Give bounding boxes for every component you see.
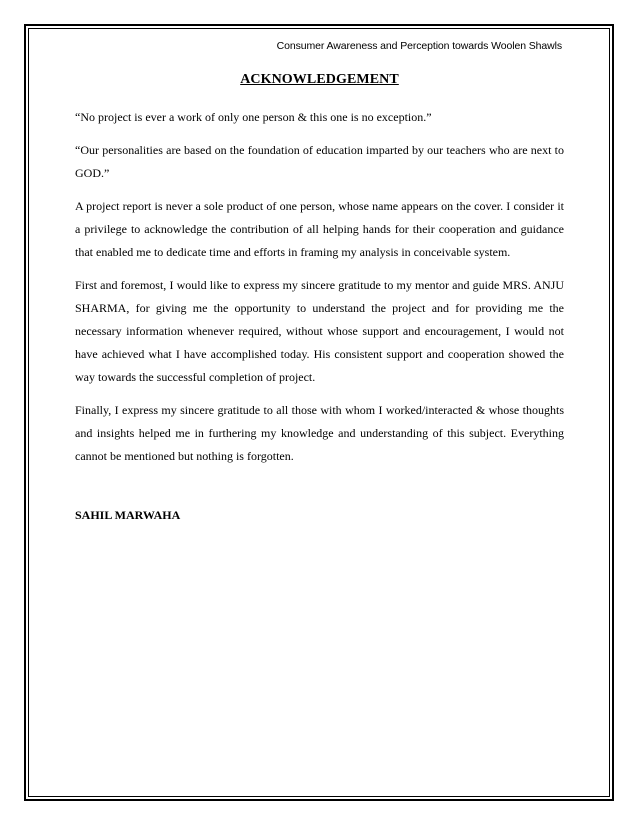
page-title: ACKNOWLEDGEMENT: [240, 72, 399, 87]
signature-name: SAHIL MARWAHA: [75, 508, 181, 522]
running-header: Consumer Awareness and Perception towards Woolen Shawls: [276, 40, 562, 52]
paragraph-quote-2: “Our personalities are based on the foundation of education imparted by our teachers who are next to GOD.”: [75, 143, 564, 180]
paragraph-quote-1: “No project is ever a work of only one person & this one is no exception.”: [75, 110, 432, 124]
paragraph-intro: A project report is never a sole product of one person, whose name appears on the cover. I consider it a privilege to acknowledge the contribution of all helping hands for their cooperation and guidance that enabled me to dedicate time and efforts in framing my analysis in conceivable system.: [75, 199, 564, 259]
paragraph-closing: Finally, I express my sincere gratitude to all those with whom I worked/interacted & whose thoughts and insights helped me in furthering my knowledge and understanding of this subject. Everything cannot be mentioned but nothing is forgotten.: [75, 403, 564, 463]
document-body: [75, 72, 564, 523]
paragraph-gratitude-mentor: First and foremost, I would like to express my sincere gratitude to my mentor and guide MRS. ANJU SHARMA, for giving me the opportunity to understand the project and for providing me the necessary information whenever required, without whose support and encouragement, I would not have achieved what I have accomplished today. His consistent support and cooperation showed the way towards the successful completion of project.: [75, 278, 564, 384]
